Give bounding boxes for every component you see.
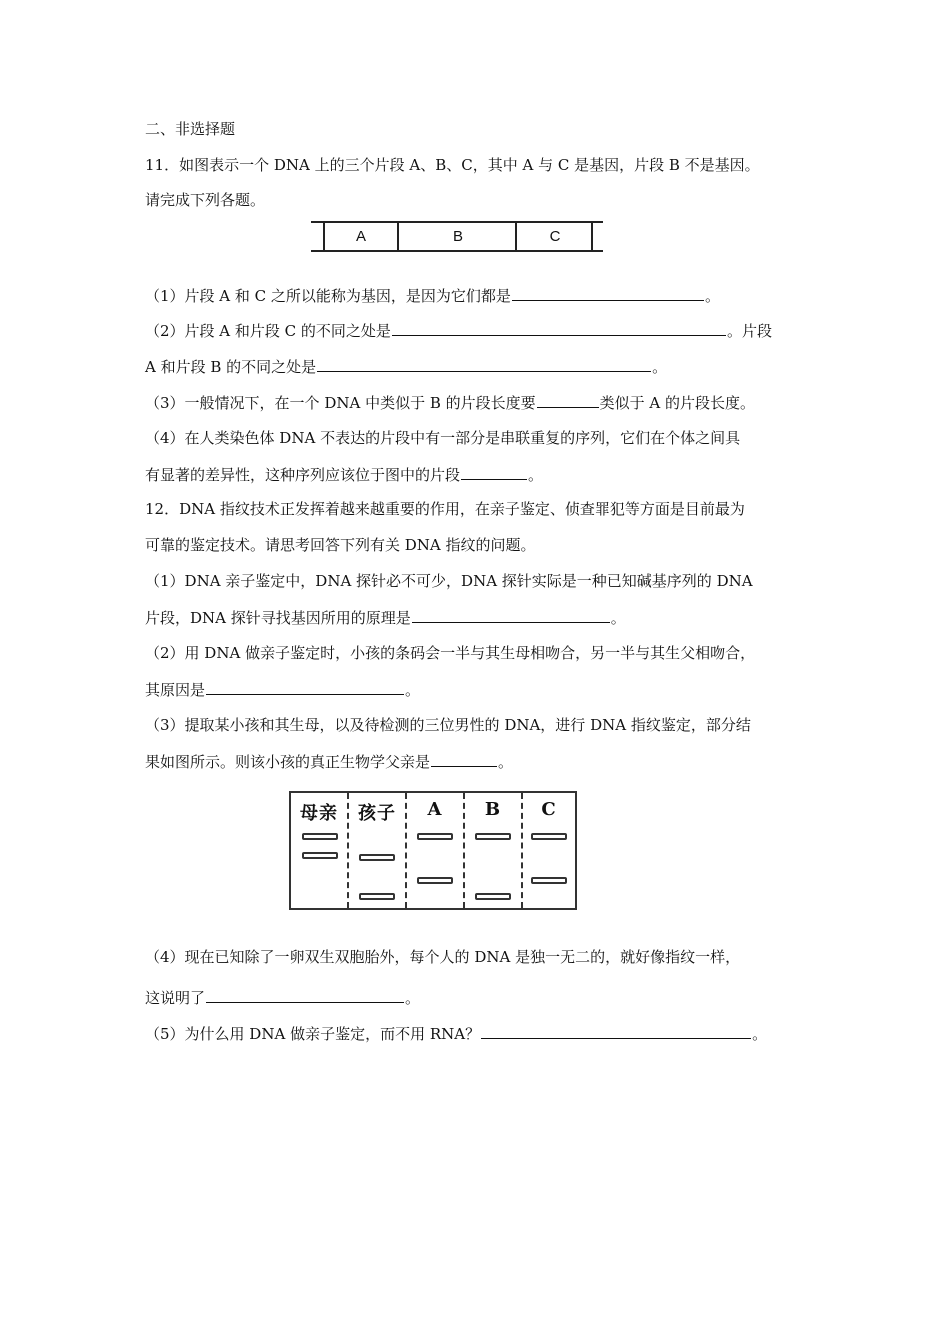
q11-part1-text: （1）片段 A 和 C 之所以能称为基因，是因为它们都是 <box>145 287 511 305</box>
q12-stem-line2: 可靠的鉴定技术。请思考回答下列有关 DNA 指纹的问题。 <box>145 536 536 554</box>
q12-part5-answer-blank[interactable] <box>481 1023 751 1039</box>
q11-part2-answer-blank-b[interactable] <box>317 356 651 372</box>
q12-part3-line2 <box>145 751 513 772</box>
q11-part4-end: 。 <box>528 466 544 484</box>
gel-band <box>531 877 567 884</box>
q12-part2-answer-blank[interactable] <box>206 679 404 695</box>
gel-lane-b <box>465 793 521 908</box>
q11-part1 <box>145 285 720 306</box>
q12-part3-answer-blank[interactable] <box>431 751 497 767</box>
q12-part2-line2 <box>145 679 420 700</box>
dna-segment-figure <box>311 221 603 253</box>
gel-band <box>531 833 567 840</box>
q11-part3-text-b: 类似于 A 的片段长度。 <box>599 394 755 412</box>
gel-band <box>359 854 395 861</box>
dna-fingerprint-gel <box>289 791 577 910</box>
q12-part3-text: 果如图所示。则该小孩的真正生物学父亲是 <box>145 753 431 771</box>
q11-part2-text-a: （2）片段 A 和片段 C 的不同之处是 <box>145 322 391 340</box>
gel-lane-label-child: 孩子 <box>358 803 396 824</box>
q12-part4-line2 <box>145 987 420 1008</box>
q11-stem-line2: 请完成下列各题。 <box>145 191 266 209</box>
gel-lane-label-c: C <box>541 799 557 820</box>
q12-stem-line1: 12．DNA 指纹技术正发挥着越来越重要的作用，在亲子鉴定、侦查罪犯等方面是目前最为 <box>145 500 745 518</box>
gel-band <box>302 833 338 840</box>
q12-part1-text: 片段，DNA 探针寻找基因所用的原理是 <box>145 609 411 627</box>
q12-part2-text: 其原因是 <box>145 681 206 699</box>
q12-part3-end: 。 <box>498 753 514 771</box>
q11-part3-text-a: （3）一般情况下，在一个 DNA 中类似于 B 的片段长度要 <box>145 394 536 412</box>
q12-part4-answer-blank[interactable] <box>206 987 404 1003</box>
segment-a-label: A <box>355 227 366 245</box>
gel-band <box>359 893 395 900</box>
gel-band <box>475 893 511 900</box>
section-title: 二、非选择题 <box>145 120 236 138</box>
gel-lane-label-mother: 母亲 <box>300 803 338 824</box>
q11-part2-end: 。 <box>652 358 668 376</box>
q11-part4-text: 有显著的差异性，这种序列应该位于图中的片段 <box>145 466 461 484</box>
q11-part1-answer-blank[interactable] <box>512 285 704 301</box>
q12-part5-text: （5）为什么用 DNA 做亲子鉴定，而不用 RNA？ <box>145 1025 481 1043</box>
q11-part2-line2 <box>145 356 667 377</box>
gel-lane-label-a: A <box>427 799 443 820</box>
segment-b <box>397 221 517 251</box>
q12-part1-line2 <box>145 607 626 628</box>
q11-part4-line1: （4）在人类染色体 DNA 不表达的片段中有一部分是串联重复的序列，它们在个体之间具 <box>145 429 741 447</box>
q11-stem-line1: 11．如图表示一个 DNA 上的三个片段 A、B、C，其中 A 与 C 是基因，片段 B 不是基因。 <box>145 156 760 174</box>
gel-lane-a <box>407 793 463 908</box>
q12-part1-line1: （1）DNA 亲子鉴定中，DNA 探针必不可少，DNA 探针实际是一种已知碱基序列的 DNA <box>145 572 753 590</box>
q11-part2-text-b: A 和片段 B 的不同之处是 <box>145 358 317 376</box>
segment-b-label: B <box>452 227 463 245</box>
gel-band <box>417 877 453 884</box>
segment-c <box>515 221 593 251</box>
gel-lane-c <box>523 793 575 908</box>
q12-part4-text: 这说明了 <box>145 989 206 1007</box>
q12-part5 <box>145 1023 767 1044</box>
segment-c-label: C <box>549 227 561 245</box>
gel-lane-mother <box>291 793 347 908</box>
q12-part2-end: 。 <box>405 681 421 699</box>
q11-part3-answer-blank[interactable] <box>537 392 599 408</box>
q11-part3 <box>145 392 755 413</box>
q12-part1-answer-blank[interactable] <box>412 607 610 623</box>
gel-lane-child <box>349 793 405 908</box>
gel-lane-label-b: B <box>484 799 502 820</box>
gel-band <box>302 852 338 859</box>
q11-part2-line1 <box>145 320 772 341</box>
q12-part5-end: 。 <box>752 1025 768 1043</box>
segment-a <box>323 221 397 251</box>
q12-part1-end: 。 <box>610 609 626 627</box>
q12-part4-end: 。 <box>405 989 421 1007</box>
q11-part2-mid: 。片段 <box>726 322 772 340</box>
q11-part1-end: 。 <box>704 287 720 305</box>
gel-band <box>417 833 453 840</box>
q12-part3-line1: （3）提取某小孩和其生母，以及待检测的三位男性的 DNA，进行 DNA 指纹鉴定，部分结 <box>145 716 751 734</box>
q11-part2-answer-blank-a[interactable] <box>392 320 726 336</box>
gel-band <box>475 833 511 840</box>
q12-part2-line1: （2）用 DNA 做亲子鉴定时，小孩的条码会一半与其生母相吻合，另一半与其生父相吻合， <box>145 644 756 662</box>
q11-part4-line2 <box>145 464 543 485</box>
q11-part4-answer-blank[interactable] <box>461 464 527 480</box>
q12-part4-line1: （4）现在已知除了一卵双生双胞胎外，每个人的 DNA 是独一无二的，就好像指纹一样， <box>145 948 741 966</box>
